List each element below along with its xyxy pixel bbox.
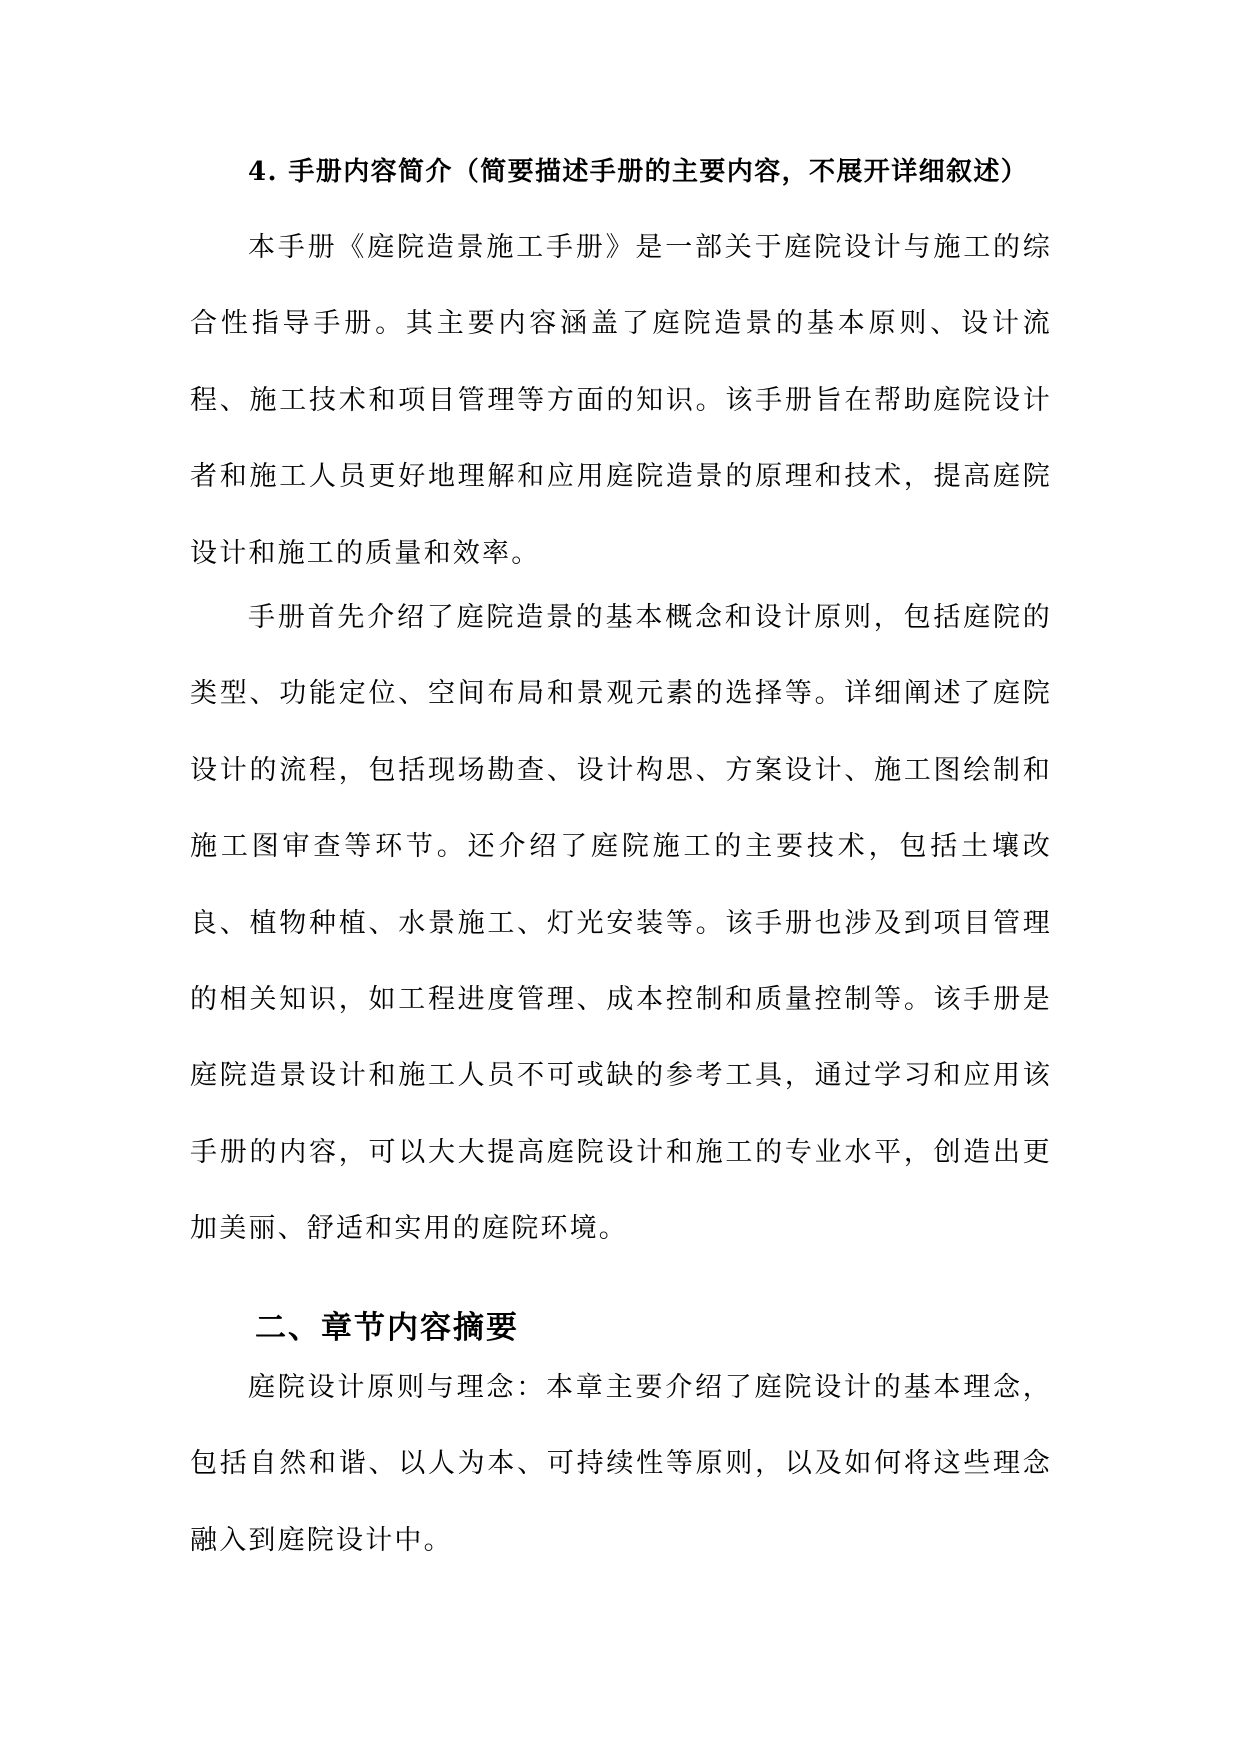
body-paragraph-details: 手册首先介绍了庭院造景的基本概念和设计原则，包括庭院的类型、功能定位、空间布局和景观元素的选择等。详细阐述了庭院设计的流程，包括现场勘查、设计构思、方案设计、施工图绘制和施工图审查等环节。还介绍了庭院施工的主要技术，包括土壤改良、植物种植、水景施工、灯光安装等。该手册也涉及到项目管理的相关知识，如工程进度管理、成本控制和质量控制等。该手册是庭院造景设计和施工人员不可或缺的参考工具，通过学习和应用该手册的内容，可以大大提高庭院设计和施工的专业水平，创造出更加美丽、舒适和实用的庭院环境。 [190, 602, 1052, 1245]
section-heading-manual-summary: 4. 手册内容简介（简要描述手册的主要内容，不展开详细叙述） [248, 157, 1029, 187]
body-paragraph-intro: 本手册《庭院造景施工手册》是一部关于庭院设计与施工的综合性指导手册。其主要内容涵盖了庭院造景的基本原则、设计流程、施工技术和项目管理等方面的知识。该手册旨在帮助庭院设计者和施工人员更好地理解和应用庭院造景的原理和技术，提高庭院设计和施工的质量和效率。 [190, 232, 1052, 569]
body-paragraph-chapter-one: 庭院设计原则与理念：本章主要介绍了庭院设计的基本理念，包括自然和谐、以人为本、可持续性等原则，以及如何将这些理念融入到庭院设计中。 [190, 1372, 1052, 1556]
section-heading-chapter-summary: 二、章节内容摘要 [255, 1310, 519, 1346]
